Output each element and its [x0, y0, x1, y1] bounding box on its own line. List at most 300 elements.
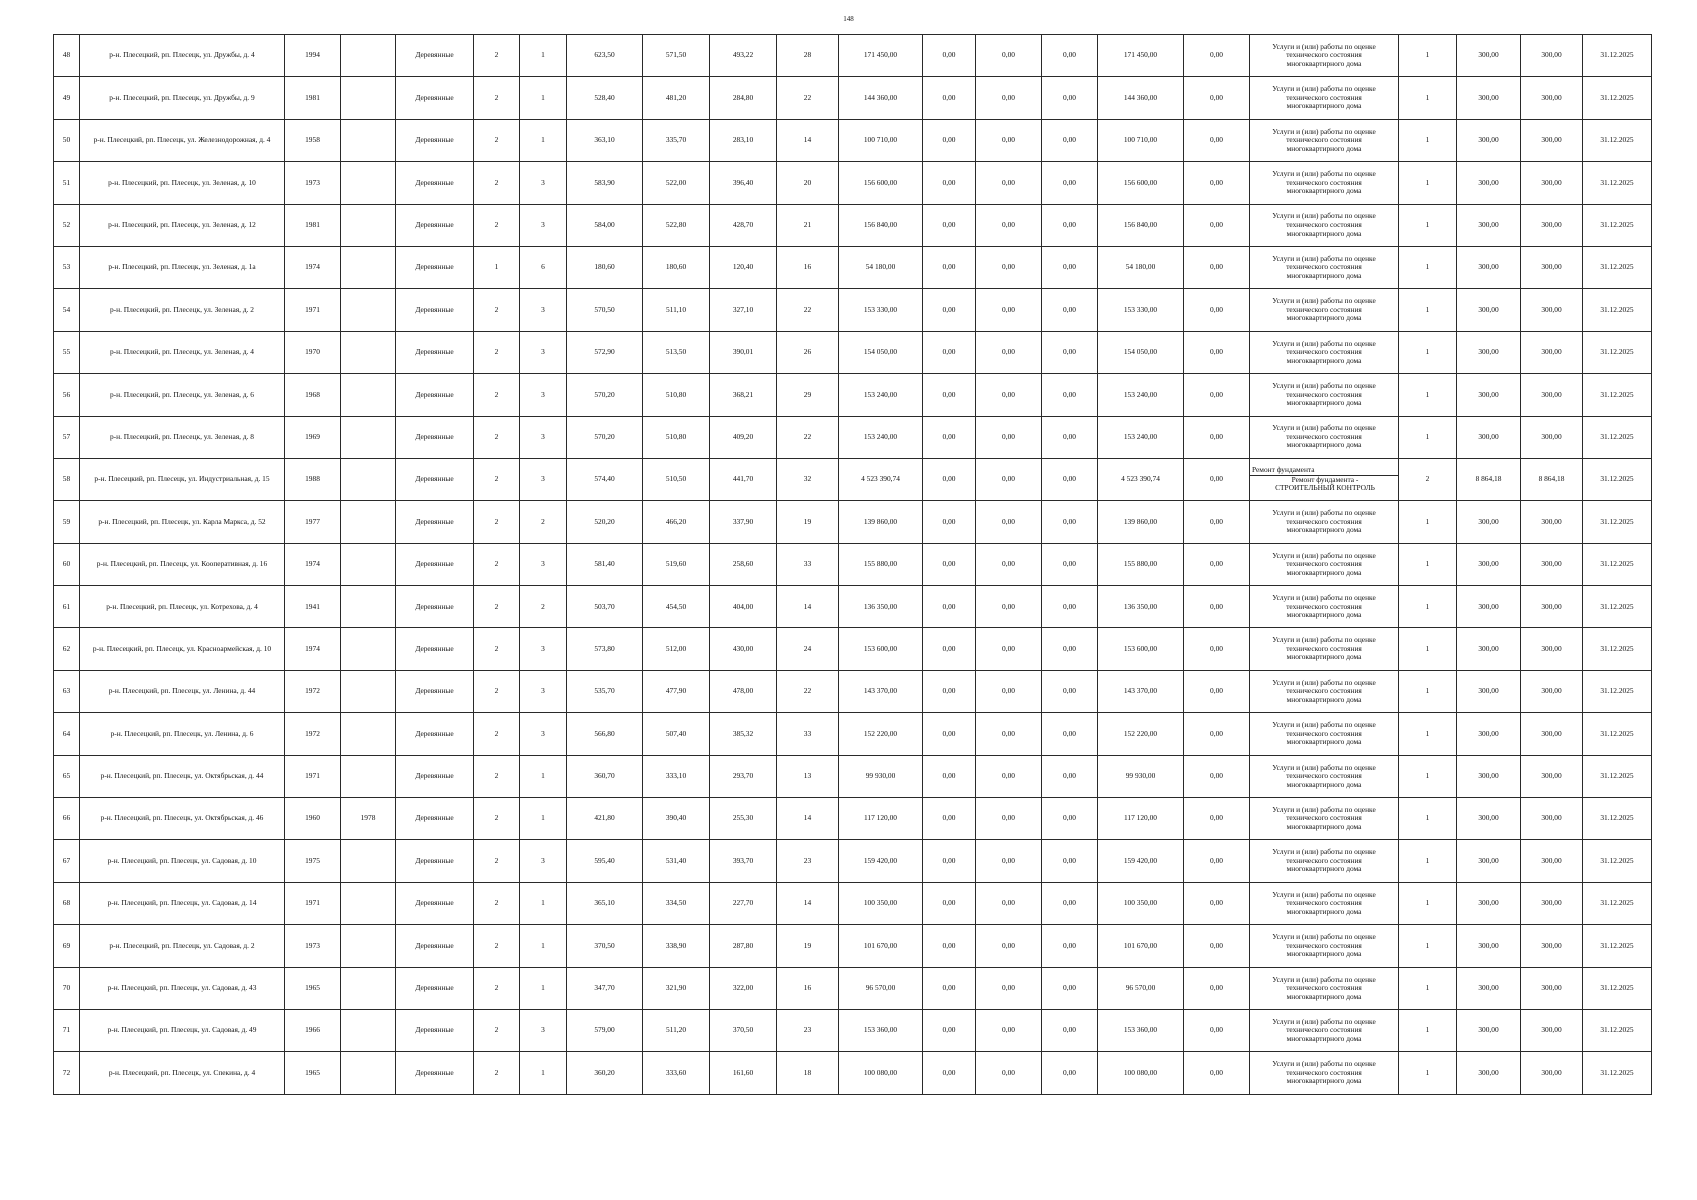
max-unit-cost: 300,00	[1521, 1009, 1583, 1051]
regional-funds: 0,00	[976, 713, 1042, 755]
row-number: 58	[54, 458, 80, 500]
row-number: 56	[54, 374, 80, 416]
max-unit-cost: 300,00	[1521, 882, 1583, 924]
work-type	[1250, 543, 1399, 585]
row-number: 48	[54, 35, 80, 77]
work-type-line: технического состояния	[1286, 855, 1362, 865]
regional-funds: 0,00	[976, 289, 1042, 331]
work-type-line: технического состояния	[1286, 559, 1362, 569]
residents: 21	[777, 204, 839, 246]
work-type-line: Услуги и (или) работы по оценке	[1272, 253, 1376, 263]
work-type	[1250, 1052, 1399, 1094]
other-funds: 0,00	[1184, 755, 1250, 797]
unit-cost: 300,00	[1457, 713, 1521, 755]
other-funds: 0,00	[1184, 119, 1250, 161]
unit-cost: 300,00	[1457, 289, 1521, 331]
reconstruction-year	[341, 840, 396, 882]
reconstruction-year	[341, 458, 396, 500]
wall-material: Деревянные	[396, 840, 474, 882]
work-type-line: Услуги и (или) работы по оценке	[1272, 41, 1376, 51]
wall-material: Деревянные	[396, 925, 474, 967]
residential-area-owned: 478,00	[710, 670, 777, 712]
total-area: 180,60	[567, 246, 643, 288]
residential-area-owned: 337,90	[710, 501, 777, 543]
unit-cost: 300,00	[1457, 798, 1521, 840]
total-cost: 153 240,00	[839, 374, 923, 416]
build-year: 1971	[285, 882, 341, 924]
residential-area-owned: 404,00	[710, 586, 777, 628]
entrances: 3	[520, 458, 567, 500]
regional-funds: 0,00	[976, 586, 1042, 628]
residential-area: 531,40	[643, 840, 710, 882]
municipal-funds: 0,00	[1042, 755, 1098, 797]
address: р-н. Плесецкий, рп. Плесецк, ул. Индустриальная, д. 15	[80, 458, 285, 500]
work-type-line: Услуги и (или) работы по оценке	[1272, 762, 1376, 772]
unit-cost: 300,00	[1457, 501, 1521, 543]
municipal-funds: 0,00	[1042, 1052, 1098, 1094]
residential-area: 507,40	[643, 713, 710, 755]
work-type-line: Услуги и (или) работы по оценке	[1272, 550, 1376, 560]
federal-funds: 0,00	[923, 162, 976, 204]
work-type-line: Услуги и (или) работы по оценке	[1272, 381, 1376, 391]
build-year: 1970	[285, 331, 341, 373]
residential-area: 522,80	[643, 204, 710, 246]
work-type-line: многоквартирного дома	[1286, 143, 1362, 153]
floors: 2	[474, 840, 520, 882]
row-number: 57	[54, 416, 80, 458]
work-quantity: 1	[1399, 35, 1457, 77]
deadline: 31.12.2025	[1583, 458, 1652, 500]
row-number: 52	[54, 204, 80, 246]
deadline: 31.12.2025	[1583, 586, 1652, 628]
federal-funds: 0,00	[923, 416, 976, 458]
total-cost: 153 240,00	[839, 416, 923, 458]
work-quantity: 1	[1399, 204, 1457, 246]
work-type-line: технического состояния	[1286, 262, 1362, 272]
owner-funds: 153 330,00	[1098, 289, 1184, 331]
unit-cost: 300,00	[1457, 35, 1521, 77]
reconstruction-year	[341, 713, 396, 755]
unit-cost: 300,00	[1457, 628, 1521, 670]
other-funds: 0,00	[1184, 798, 1250, 840]
total-area: 572,90	[567, 331, 643, 373]
total-cost: 99 930,00	[839, 755, 923, 797]
unit-cost: 300,00	[1457, 967, 1521, 1009]
reconstruction-year	[341, 416, 396, 458]
wall-material: Деревянные	[396, 289, 474, 331]
residents: 22	[777, 670, 839, 712]
municipal-funds: 0,00	[1042, 77, 1098, 119]
max-unit-cost: 300,00	[1521, 713, 1583, 755]
unit-cost: 300,00	[1457, 1052, 1521, 1094]
total-cost: 117 120,00	[839, 798, 923, 840]
residents: 23	[777, 840, 839, 882]
residential-area: 571,50	[643, 35, 710, 77]
entrances: 3	[520, 162, 567, 204]
build-year: 1965	[285, 1052, 341, 1094]
residential-area: 338,90	[643, 925, 710, 967]
table-row	[54, 374, 1652, 416]
entrances: 3	[520, 840, 567, 882]
wall-material: Деревянные	[396, 416, 474, 458]
total-cost: 153 600,00	[839, 628, 923, 670]
max-unit-cost: 300,00	[1521, 331, 1583, 373]
entrances: 1	[520, 882, 567, 924]
regional-funds: 0,00	[976, 204, 1042, 246]
deadline: 31.12.2025	[1583, 289, 1652, 331]
residential-area: 466,20	[643, 501, 710, 543]
work-type-line: многоквартирного дома	[1286, 355, 1362, 365]
owner-funds: 155 880,00	[1098, 543, 1184, 585]
residents: 14	[777, 119, 839, 161]
owner-funds: 153 240,00	[1098, 416, 1184, 458]
residential-area-owned: 287,80	[710, 925, 777, 967]
work-type-line: технического состояния	[1286, 389, 1362, 399]
unit-cost: 300,00	[1457, 840, 1521, 882]
floors: 2	[474, 77, 520, 119]
wall-material: Деревянные	[396, 670, 474, 712]
table-row	[54, 798, 1652, 840]
federal-funds: 0,00	[923, 713, 976, 755]
address: р-н. Плесецкий, рп. Плесецк, ул. Дружбы, д. 9	[80, 77, 285, 119]
work-type-line: многоквартирного дома	[1286, 864, 1362, 874]
work-type-line: многоквартирного дома	[1286, 1033, 1362, 1043]
unit-cost: 300,00	[1457, 670, 1521, 712]
work-type	[1250, 840, 1399, 882]
entrances: 1	[520, 1052, 567, 1094]
unit-cost: 300,00	[1457, 374, 1521, 416]
build-year: 1981	[285, 77, 341, 119]
other-funds: 0,00	[1184, 586, 1250, 628]
regional-funds: 0,00	[976, 501, 1042, 543]
build-year: 1941	[285, 586, 341, 628]
regional-funds: 0,00	[976, 882, 1042, 924]
wall-material: Деревянные	[396, 967, 474, 1009]
total-area: 583,90	[567, 162, 643, 204]
max-unit-cost: 300,00	[1521, 35, 1583, 77]
work-type-line: Услуги и (или) работы по оценке	[1272, 889, 1376, 899]
federal-funds: 0,00	[923, 925, 976, 967]
address: р-н. Плесецкий, рп. Плесецк, ул. Спекина, д. 4	[80, 1052, 285, 1094]
work-type-line: многоквартирного дома	[1286, 737, 1362, 747]
build-year: 1966	[285, 1009, 341, 1051]
work-type	[1250, 755, 1399, 797]
entrances: 3	[520, 628, 567, 670]
work-type	[1250, 1009, 1399, 1051]
residential-area-owned: 284,80	[710, 77, 777, 119]
residential-area: 481,20	[643, 77, 710, 119]
owner-funds: 117 120,00	[1098, 798, 1184, 840]
work-quantity: 1	[1399, 374, 1457, 416]
total-cost: 100 080,00	[839, 1052, 923, 1094]
max-unit-cost: 300,00	[1521, 246, 1583, 288]
residents: 13	[777, 755, 839, 797]
wall-material: Деревянные	[396, 882, 474, 924]
work-type-line: многоквартирного дома	[1286, 313, 1362, 323]
federal-funds: 0,00	[923, 1009, 976, 1051]
entrances: 3	[520, 416, 567, 458]
table-row	[54, 967, 1652, 1009]
municipal-funds: 0,00	[1042, 289, 1098, 331]
address: р-н. Плесецкий, рп. Плесецк, ул. Октябрьская, д. 46	[80, 798, 285, 840]
total-area: 566,80	[567, 713, 643, 755]
other-funds: 0,00	[1184, 246, 1250, 288]
other-funds: 0,00	[1184, 204, 1250, 246]
residential-area-owned: 258,60	[710, 543, 777, 585]
regional-funds: 0,00	[976, 35, 1042, 77]
total-area: 570,50	[567, 289, 643, 331]
residents: 33	[777, 543, 839, 585]
residential-area: 454,50	[643, 586, 710, 628]
other-funds: 0,00	[1184, 416, 1250, 458]
regional-funds: 0,00	[976, 925, 1042, 967]
page-number: 148	[843, 15, 854, 23]
entrances: 3	[520, 289, 567, 331]
floors: 2	[474, 713, 520, 755]
residents: 14	[777, 798, 839, 840]
residents: 18	[777, 1052, 839, 1094]
build-year: 1969	[285, 416, 341, 458]
entrances: 1	[520, 925, 567, 967]
max-unit-cost: 300,00	[1521, 798, 1583, 840]
max-unit-cost: 300,00	[1521, 204, 1583, 246]
reconstruction-year	[341, 374, 396, 416]
table-row	[54, 755, 1652, 797]
build-year: 1988	[285, 458, 341, 500]
other-funds: 0,00	[1184, 543, 1250, 585]
reconstruction-year	[341, 289, 396, 331]
work-type-line: технического состояния	[1286, 983, 1362, 993]
residents: 29	[777, 374, 839, 416]
row-number: 64	[54, 713, 80, 755]
floors: 2	[474, 289, 520, 331]
other-funds: 0,00	[1184, 77, 1250, 119]
work-quantity: 1	[1399, 543, 1457, 585]
table-row	[54, 458, 1652, 500]
deadline: 31.12.2025	[1583, 798, 1652, 840]
reconstruction-year	[341, 77, 396, 119]
total-cost: 139 860,00	[839, 501, 923, 543]
municipal-funds: 0,00	[1042, 35, 1098, 77]
build-year: 1977	[285, 501, 341, 543]
residential-area: 334,50	[643, 882, 710, 924]
work-type-line: Услуги и (или) работы по оценке	[1272, 1059, 1376, 1069]
residents: 22	[777, 289, 839, 331]
deadline: 31.12.2025	[1583, 1052, 1652, 1094]
residents: 14	[777, 882, 839, 924]
deadline: 31.12.2025	[1583, 670, 1652, 712]
build-year: 1975	[285, 840, 341, 882]
residential-area: 512,00	[643, 628, 710, 670]
row-number: 49	[54, 77, 80, 119]
reconstruction-year	[341, 1009, 396, 1051]
work-type-line: технического состояния	[1286, 1025, 1362, 1035]
regional-funds: 0,00	[976, 628, 1042, 670]
work-type	[1250, 204, 1399, 246]
entrances: 1	[520, 967, 567, 1009]
owner-funds: 100 710,00	[1098, 119, 1184, 161]
residential-area: 390,40	[643, 798, 710, 840]
max-unit-cost: 300,00	[1521, 162, 1583, 204]
residential-area-owned: 430,00	[710, 628, 777, 670]
deadline: 31.12.2025	[1583, 925, 1652, 967]
municipal-funds: 0,00	[1042, 204, 1098, 246]
row-number: 68	[54, 882, 80, 924]
work-type-line: технического состояния	[1286, 92, 1362, 102]
deadline: 31.12.2025	[1583, 755, 1652, 797]
work-type	[1250, 882, 1399, 924]
work-type-line: Услуги и (или) работы по оценке	[1272, 423, 1376, 433]
federal-funds: 0,00	[923, 840, 976, 882]
work-type-line: Услуги и (или) работы по оценке	[1272, 847, 1376, 857]
municipal-funds: 0,00	[1042, 416, 1098, 458]
reconstruction-year	[341, 331, 396, 373]
federal-funds: 0,00	[923, 77, 976, 119]
reconstruction-year	[341, 543, 396, 585]
wall-material: Деревянные	[396, 246, 474, 288]
total-cost: 144 360,00	[839, 77, 923, 119]
residential-area: 321,90	[643, 967, 710, 1009]
work-type-line: Услуги и (или) работы по оценке	[1272, 720, 1376, 730]
regional-funds: 0,00	[976, 119, 1042, 161]
other-funds: 0,00	[1184, 967, 1250, 1009]
unit-cost: 300,00	[1457, 331, 1521, 373]
residential-area: 477,90	[643, 670, 710, 712]
residents: 26	[777, 331, 839, 373]
residents: 22	[777, 77, 839, 119]
unit-cost: 300,00	[1457, 586, 1521, 628]
residential-area: 180,60	[643, 246, 710, 288]
total-area: 365,10	[567, 882, 643, 924]
max-unit-cost: 300,00	[1521, 755, 1583, 797]
address: р-н. Плесецкий, рп. Плесецк, ул. Зеленая, д. 2	[80, 289, 285, 331]
residential-area-owned: 255,30	[710, 798, 777, 840]
unit-cost: 300,00	[1457, 882, 1521, 924]
total-area: 360,70	[567, 755, 643, 797]
wall-material: Деревянные	[396, 331, 474, 373]
reconstruction-year	[341, 204, 396, 246]
residents: 23	[777, 1009, 839, 1051]
max-unit-cost: 300,00	[1521, 543, 1583, 585]
owner-funds: 152 220,00	[1098, 713, 1184, 755]
work-type-line: технического состояния	[1286, 771, 1362, 781]
regional-funds: 0,00	[976, 246, 1042, 288]
table-row	[54, 119, 1652, 161]
address: р-н. Плесецкий, рп. Плесецк, ул. Садовая, д. 10	[80, 840, 285, 882]
federal-funds: 0,00	[923, 628, 976, 670]
deadline: 31.12.2025	[1583, 204, 1652, 246]
work-type	[1250, 374, 1399, 416]
residents: 14	[777, 586, 839, 628]
row-number: 55	[54, 331, 80, 373]
residential-area: 335,70	[643, 119, 710, 161]
floors: 2	[474, 204, 520, 246]
work-type-line: технического состояния	[1286, 686, 1362, 696]
work-type-line: многоквартирного дома	[1286, 1076, 1362, 1086]
total-cost: 156 840,00	[839, 204, 923, 246]
residents: 32	[777, 458, 839, 500]
work-type-line: многоквартирного дома	[1286, 991, 1362, 1001]
work-type-line: Услуги и (или) работы по оценке	[1272, 84, 1376, 94]
federal-funds: 0,00	[923, 204, 976, 246]
work-type-line: Услуги и (или) работы по оценке	[1272, 169, 1376, 179]
floors: 2	[474, 416, 520, 458]
federal-funds: 0,00	[923, 331, 976, 373]
build-year: 1973	[285, 162, 341, 204]
other-funds: 0,00	[1184, 713, 1250, 755]
entrances: 2	[520, 501, 567, 543]
max-unit-cost: 300,00	[1521, 416, 1583, 458]
entrances: 1	[520, 119, 567, 161]
total-cost: 143 370,00	[839, 670, 923, 712]
regional-funds: 0,00	[976, 1009, 1042, 1051]
table-row	[54, 35, 1652, 77]
work-type-line: многоквартирного дома	[1286, 694, 1362, 704]
residential-area-owned: 322,00	[710, 967, 777, 1009]
deadline: 31.12.2025	[1583, 1009, 1652, 1051]
address: р-н. Плесецкий, рп. Плесецк, ул. Железнодорожная, д. 4	[80, 119, 285, 161]
work-type-line: Услуги и (или) работы по оценке	[1272, 126, 1376, 136]
work-quantity: 1	[1399, 755, 1457, 797]
table-row	[54, 501, 1652, 543]
work-quantity: 2	[1399, 458, 1457, 500]
table-row	[54, 543, 1652, 585]
work-type-line: технического состояния	[1286, 940, 1362, 950]
total-area: 503,70	[567, 586, 643, 628]
owner-funds: 154 050,00	[1098, 331, 1184, 373]
table-row	[54, 628, 1652, 670]
regional-funds: 0,00	[976, 670, 1042, 712]
residential-area: 513,50	[643, 331, 710, 373]
floors: 2	[474, 1009, 520, 1051]
work-type-line: Ремонт фундамента	[1252, 465, 1315, 475]
total-cost: 100 350,00	[839, 882, 923, 924]
owner-funds: 159 420,00	[1098, 840, 1184, 882]
work-quantity: 1	[1399, 967, 1457, 1009]
regional-funds: 0,00	[976, 1052, 1042, 1094]
federal-funds: 0,00	[923, 586, 976, 628]
residential-area-owned: 385,32	[710, 713, 777, 755]
residential-area-owned: 368,21	[710, 374, 777, 416]
row-number: 63	[54, 670, 80, 712]
floors: 2	[474, 331, 520, 373]
deadline: 31.12.2025	[1583, 119, 1652, 161]
floors: 2	[474, 458, 520, 500]
regional-funds: 0,00	[976, 162, 1042, 204]
floors: 2	[474, 162, 520, 204]
owner-funds: 143 370,00	[1098, 670, 1184, 712]
federal-funds: 0,00	[923, 246, 976, 288]
reconstruction-year	[341, 925, 396, 967]
work-quantity: 1	[1399, 416, 1457, 458]
unit-cost: 300,00	[1457, 246, 1521, 288]
work-type-line: технического состояния	[1286, 1067, 1362, 1077]
work-type	[1250, 628, 1399, 670]
entrances: 3	[520, 204, 567, 246]
floors: 2	[474, 967, 520, 1009]
other-funds: 0,00	[1184, 374, 1250, 416]
floors: 2	[474, 374, 520, 416]
address: р-н. Плесецкий, рп. Плесецк, ул. Зеленая, д. 4	[80, 331, 285, 373]
address: р-н. Плесецкий, рп. Плесецк, ул. Ленина, д. 44	[80, 670, 285, 712]
other-funds: 0,00	[1184, 162, 1250, 204]
wall-material: Деревянные	[396, 204, 474, 246]
wall-material: Деревянные	[396, 1052, 474, 1094]
reconstruction-year	[341, 35, 396, 77]
entrances: 3	[520, 670, 567, 712]
other-funds: 0,00	[1184, 882, 1250, 924]
work-quantity: 1	[1399, 628, 1457, 670]
